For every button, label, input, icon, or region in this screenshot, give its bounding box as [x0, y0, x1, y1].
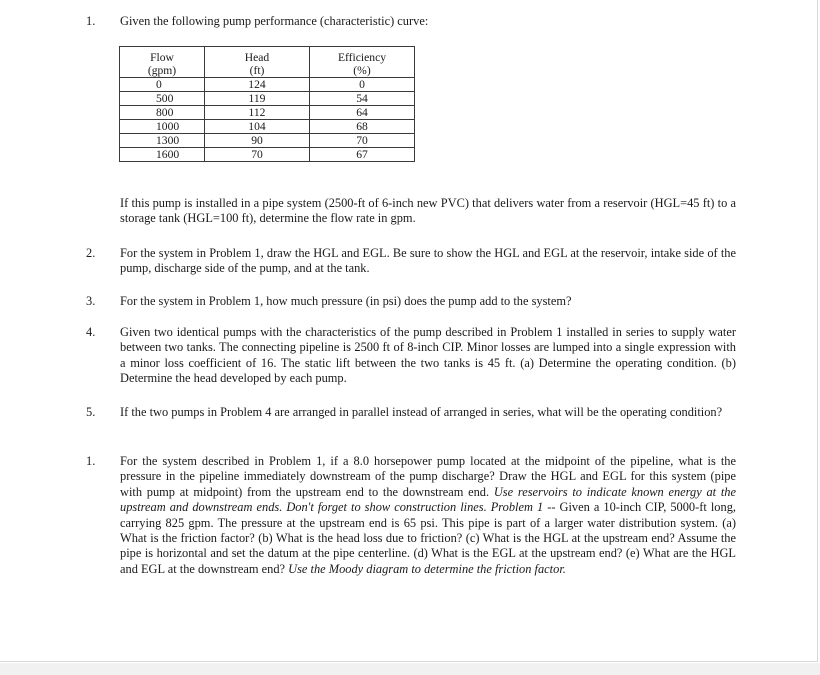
problem-5-number: 5. — [86, 405, 96, 419]
cell-efficiency: 64 — [310, 106, 415, 120]
problem-3-text: For the system in Problem 1, how much pressure (in psi) does the pump add to the system? — [120, 294, 572, 308]
table-row — [120, 148, 415, 162]
problem-6 — [86, 454, 736, 577]
table-row — [120, 92, 415, 106]
cell-efficiency: 0 — [310, 78, 415, 92]
problem-6-text-b: -- Given a 10-inch CIP, 5000-ft long, carrying 825 gpm. The pressure at the upstream end is 65 psi. This pipe is part of a larger water distribution system. (a) What is the friction factor? (b) What is the head loss due to friction? (c) What is the HGL at the upstream end? Assume the pipe is horizontal and set the datum at the pipe centerline. (d) What is the EGL at the upstream end? (e) What are the HGL and EGL at the downstream end? — [120, 500, 736, 576]
problem-4 — [86, 325, 736, 387]
cell-efficiency: 54 — [310, 92, 415, 106]
cell-head: 124 — [205, 78, 310, 92]
problem-6-note-a: Use reservoirs to indicate known energy at the upstream and downstream ends. Don't forget to show construction lines. Problem 1 — [120, 484, 736, 515]
table-row — [120, 134, 415, 148]
cell-efficiency: 67 — [310, 148, 415, 162]
cell-flow: 1600 — [120, 148, 205, 162]
table-row — [120, 106, 415, 120]
problem-2 — [86, 246, 736, 277]
cell-flow: 500 — [120, 92, 205, 106]
problem-1 — [86, 14, 736, 29]
pump-performance-table — [119, 46, 415, 162]
cell-flow: 0 — [120, 78, 205, 92]
problem-1-intro: Given the following pump performance (characteristic) curve: — [120, 14, 429, 28]
problem-6-note-b: Use the Moody diagram to determine the friction factor. — [288, 561, 566, 576]
header-efficiency: Efficiency — [310, 47, 415, 65]
unit-head: (ft) — [205, 64, 310, 78]
cell-head: 70 — [205, 148, 310, 162]
problem-1-text: If this pump is installed in a pipe system (2500-ft of 6-inch new PVC) that delivers water from a reservoir (HGL=45 ft) to a storage tank (HGL=100 ft), determine the flow rate in gpm. — [120, 196, 736, 226]
cell-head: 104 — [205, 120, 310, 134]
table-row — [120, 120, 415, 134]
problem-6-text-a: For the system described in Problem 1, if a 8.0 horsepower pump located at the midpoint of the pipeline, what is the pressure in the pipeline immediately downstream of the pump discharge? Draw the HGL and EGL for this system (pipe with pump at midpoint) from the upstream end to the downstream end. — [120, 454, 736, 499]
cell-efficiency: 70 — [310, 134, 415, 148]
unit-efficiency: (%) — [310, 64, 415, 78]
problem-1-number: 1. — [86, 14, 96, 28]
problem-6-text — [120, 454, 736, 577]
unit-flow: (gpm) — [120, 64, 205, 78]
cell-efficiency: 68 — [310, 120, 415, 134]
problem-3 — [86, 294, 736, 309]
table-header-row — [120, 47, 415, 65]
cell-head: 90 — [205, 134, 310, 148]
cell-flow: 800 — [120, 106, 205, 120]
problem-5-text: If the two pumps in Problem 4 are arranged in parallel instead of arranged in series, what will be the operating condition? — [120, 405, 723, 419]
problem-4-number: 4. — [86, 325, 96, 339]
table-unit-row — [120, 64, 415, 78]
header-head: Head — [205, 47, 310, 65]
bottom-scroll-strip — [0, 663, 820, 675]
header-flow: Flow — [120, 47, 205, 65]
cell-head: 112 — [205, 106, 310, 120]
cell-flow: 1000 — [120, 120, 205, 134]
cell-flow: 1300 — [120, 134, 205, 148]
problem-4-text: Given two identical pumps with the characteristics of the pump described in Problem 1 installed in series to supply water between two tanks. The connecting pipeline is 2500 ft of 8-inch CIP. Minor losses are lumped into a single expression with a minor loss coefficient of 16. The static lift between the two tanks is 45 ft. (a) Determine the operating condition. (b) Determine the head developed by each pump. — [120, 325, 736, 386]
problem-5 — [86, 405, 736, 420]
problem-6-number: 1. — [86, 454, 96, 468]
problem-2-number: 2. — [86, 246, 96, 260]
cell-head: 119 — [205, 92, 310, 106]
problem-2-text: For the system in Problem 1, draw the HGL and EGL. Be sure to show the HGL and EGL at the reservoir, intake side of the pump, discharge side of the pump, and at the tank. — [120, 246, 736, 276]
table-row — [120, 78, 415, 92]
problem-3-number: 3. — [86, 294, 96, 308]
